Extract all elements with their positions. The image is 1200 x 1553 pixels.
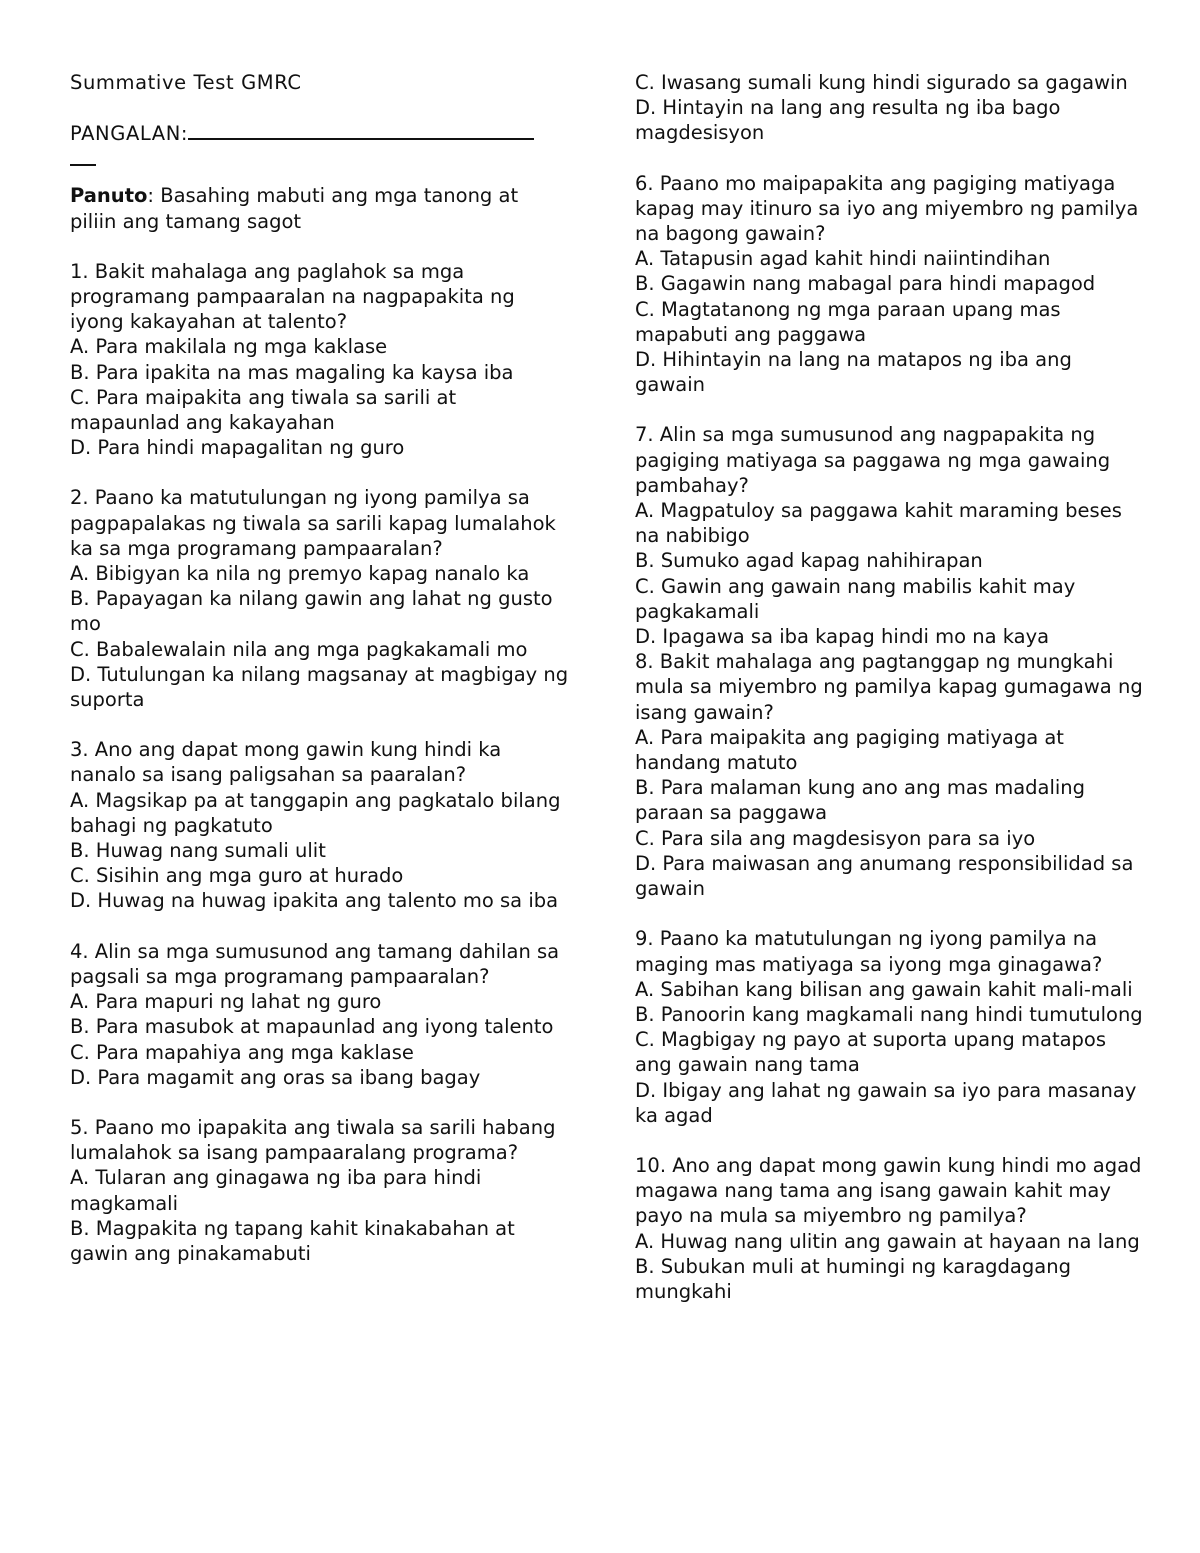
choice-d: D. Ipagawa sa iba kapag hindi mo na kaya [635,625,1050,649]
choice-b: B. Magpakita ng tapang kahit kinakabahan at gawin ang pinakamabuti [70,1216,515,1265]
left-column [70,70,570,1266]
name-blank-line-continued [70,146,96,166]
choice-c: C. Para sila ang magdesisyon para sa iyo [635,826,1036,850]
choice-b: B. Para malaman kung ano ang mas madaling paraan sa paggawa [635,776,1086,825]
question-5 [70,1115,570,1266]
question-8 [635,649,1145,901]
choice-c: C. Gawin ang gawain nang mabilis kahit may pagkakamali [635,574,1076,623]
choice-b: B. Subukan muli at humingi ng karagdagang mungkahi [635,1254,1071,1303]
name-blank-line [188,120,534,140]
choice-c: C. Para mapahiya ang mga kaklase [70,1040,414,1064]
choice-a: A. Para maipakita ang pagiging matiyaga at handang matuto [635,725,1064,775]
choice-a: A. Huwag nang ulitin ang gawain at hayaan na lang [635,1229,1140,1253]
choice-c: C. Iwasang sumali kung hindi sigurado sa gagawin [635,71,1128,94]
choice-c: C. Babalewalain nila ang mga pagkakamali mo [70,637,528,661]
choice-a: A. Para mapuri ng lahat ng guro [70,990,382,1014]
question-6 [635,171,1145,398]
question-text: 1. Bakit mahalaga ang paglahok sa mga programang pampaaralan na nagpapakita ng iyong kakayahan at talento? [70,259,515,334]
question-9 [635,926,1145,1128]
question-text: 7. Alin sa mga sumusunod ang nagpapakita ng pagiging matiyaga sa paggawa ng mga gawaing pambahay? [635,423,1111,497]
choice-b: B. Sumuko agad kapag nahihirapan [635,549,983,573]
choice-b: B. Huwag nang sumali ulit [70,839,326,863]
choice-a: A. Para makilala ng mga kaklase [70,335,388,359]
choice-b: B. Para ipakita na mas magaling ka kaysa iba [70,360,514,384]
instructions [70,183,570,233]
question-text: 6. Paano mo maipapakita ang pagiging matiyaga kapag may itinuro sa iyo ang miyembro ng pamilya na bagong gawain? [635,171,1139,246]
question-text: 4. Alin sa mga sumusunod ang tamang dahilan sa pagsali sa mga programang pampaaralan? [70,939,560,988]
question-text: 2. Paano ka matutulungan ng iyong pamilya sa pagpapalakas ng tiwala sa sarili kapag lumalahok ka sa mga programang pampaaralan? [70,486,556,560]
choice-a: A. Magpatuloy sa paggawa kahit maraming beses na nabibigo [635,499,1122,548]
choice-d: D. Tutulungan ka nilang magsanay at magbigay ng suporta [70,662,569,712]
choice-a: A. Tularan ang ginagawa ng iba para hindi magkamali [70,1166,482,1215]
question-text: 5. Paano mo ipapakita ang tiwala sa sarili habang lumalahok sa isang pampaaralang programa? [70,1115,556,1165]
choice-a: A. Sabihan kang bilisan ang gawain kahit mali-mali [635,977,1133,1001]
question-text: 10. Ano ang dapat mong gawin kung hindi mo agad magawa nang tama ang isang gawain kahit may payo na mula sa miyembro ng pamilya? [635,1153,1142,1228]
name-field [70,120,570,166]
question-text: 8. Bakit mahalaga ang pagtanggap ng mungkahi mula sa miyembro ng pamilya kapag gumagawa ng isang gawain? [635,650,1143,724]
document-title: Summative Test GMRC [70,71,302,94]
instructions-label: Panuto [70,184,148,208]
choice-c: C. Magtatanong ng mga paraan upang mas mapabuti ang paggawa [635,297,1061,346]
question-7 [635,422,1145,649]
choice-c: C. Para maipakita ang tiwala sa sarili at mapaunlad ang kakayahan [70,385,457,435]
choice-b: B. Gagawin nang mabagal para hindi mapagod [635,272,1096,296]
choice-d: D. Para maiwasan ang anumang responsibilidad sa gawain [635,851,1134,901]
choice-a: A. Tatapusin agad kahit hindi naiintindihan [635,247,1051,271]
choice-b: B. Para masubok at mapaunlad ang iyong talento [70,1015,554,1039]
question-3 [70,737,570,913]
question-2 [70,485,570,712]
choice-c: C. Sisihin ang mga guro at hurado [70,864,404,888]
question-1 [70,259,570,461]
choice-d: D. Hihintayin na lang na matapos ng iba ang gawain [635,348,1072,397]
name-label: PANGALAN: [70,122,189,146]
choice-c: C. Magbigay ng payo at suporta upang matapos ang gawain nang tama [635,1028,1107,1077]
right-column [635,70,1145,1304]
choice-b: B. Papayagan ka nilang gawin ang lahat ng gusto mo [70,587,553,636]
question-10 [635,1153,1145,1304]
choice-d: D. Ibigay ang lahat ng gawain sa iyo para masanay ka agad [635,1078,1137,1127]
question-5-continued [635,70,1145,146]
choice-d: D. Hintayin na lang ang resulta ng iba bago magdesisyon [635,96,1061,145]
choice-b: B. Panoorin kang magkamali nang hindi tumutulong [635,1002,1143,1026]
question-text: 9. Paano ka matutulungan ng iyong pamilya na maging mas matiyaga sa iyong mga ginagawa? [635,927,1103,976]
choice-d: D. Para magamit ang oras sa ibang bagay [70,1065,481,1089]
choice-a: A. Magsikap pa at tanggapin ang pagkatalo bilang bahagi ng pagkatuto [70,788,561,837]
question-text: 3. Ano ang dapat mong gawin kung hindi ka nanalo sa isang paligsahan sa paaralan? [70,738,502,787]
instructions-text: : Basahing mabuti ang mga tanong at piliin ang tamang sagot [70,184,519,233]
choice-a: A. Bibigyan ka nila ng premyo kapag nanalo ka [70,562,530,586]
choice-d: D. Para hindi mapagalitan ng guro [70,436,405,460]
choice-d: D. Huwag na huwag ipakita ang talento mo sa iba [70,889,559,913]
question-4 [70,939,570,1090]
